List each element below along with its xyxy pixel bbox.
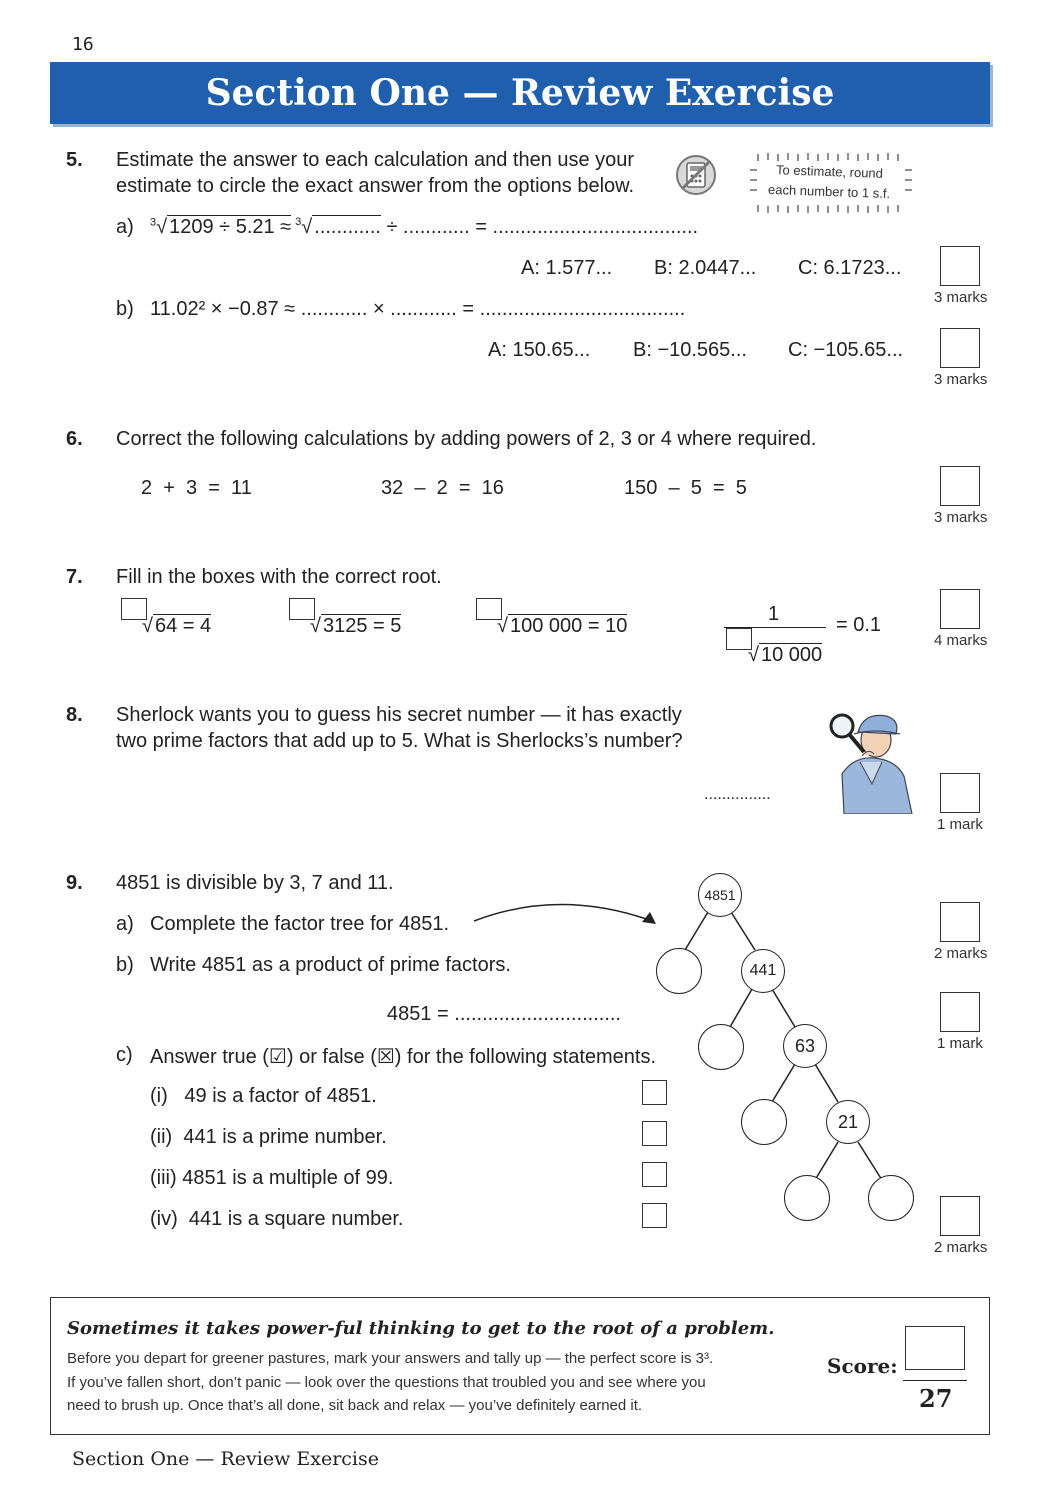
- marks-label-q8: 1 mark: [937, 816, 983, 833]
- q5a-option-c[interactable]: C: 6.1723...: [798, 257, 902, 279]
- question-5-number: 5.: [66, 149, 83, 171]
- q8-answer-field[interactable]: ...............: [704, 786, 771, 803]
- q5a-expression: $^3$√ 1209 ÷ 5.21 ≈ $^3$√ ............ ÷ ............ = .....................................: [150, 216, 699, 238]
- summary-box: [50, 1297, 990, 1435]
- q9-part-c-text: Answer true (☑) or false (☒) for the following statements.: [150, 1046, 657, 1068]
- q5b-expr: 11.02² × −0.87 ≈: [150, 298, 296, 320]
- tree-node-21: 21: [826, 1100, 870, 1144]
- q7-fraction-denominator: √ 10 000: [748, 644, 823, 666]
- marks-label-q9a: 2 marks: [934, 945, 988, 962]
- tip-line1: To estimate, round: [775, 162, 884, 181]
- summary-line-1: Before you depart for greener pastures, mark your answers and tally up — the perfect score is 3³.: [67, 1350, 714, 1367]
- question-7-number: 7.: [66, 566, 83, 588]
- q9-statement-3: (iii) 4851 is a multiple of 99.: [150, 1167, 394, 1189]
- q5b-option-c[interactable]: C: −105.65...: [788, 339, 904, 361]
- part-a-label: a): [116, 216, 134, 238]
- question-8-text-line2: two prime factors that add up to 5. What is Sherlocks’s number?: [116, 730, 683, 752]
- q9-statement-4: (iv) 441 is a square number.: [150, 1208, 404, 1230]
- q9-part-c-label: c): [116, 1044, 133, 1066]
- score-divider: [903, 1380, 967, 1381]
- marks-label-q5b: 3 marks: [934, 371, 988, 388]
- footer-section-title: Section One — Review Exercise: [72, 1448, 379, 1470]
- q9-part-b-text: Write 4851 as a product of prime factors.: [150, 954, 511, 976]
- tree-node-blank-5[interactable]: [868, 1175, 914, 1221]
- marks-label-q7: 4 marks: [934, 632, 988, 649]
- q7-item-1: √ 64 = 4: [142, 615, 212, 637]
- q7-item-2: √ 3125 = 5: [310, 615, 402, 637]
- summary-heading: Sometimes it takes power-ful thinking to get to the root of a problem.: [67, 1318, 775, 1339]
- marks-label-q6: 3 marks: [934, 509, 988, 526]
- tree-node-blank-2[interactable]: [698, 1024, 744, 1070]
- question-9-number: 9.: [66, 872, 83, 894]
- marks-label-q9b: 1 mark: [937, 1035, 983, 1052]
- question-5-text-line2: estimate to circle the exact answer from the options below.: [116, 175, 635, 197]
- question-8-number: 8.: [66, 704, 83, 726]
- q7-item-3: √ 100 000 = 10: [497, 615, 628, 637]
- part-b-label: b): [116, 298, 134, 320]
- page-number: 16: [72, 34, 94, 55]
- question-6-text: Correct the following calculations by adding powers of 2, 3 or 4 where required.: [116, 428, 817, 450]
- q9-part-a-text: Complete the factor tree for 4851.: [150, 913, 450, 935]
- q5b-expression: 11.02² × −0.87 ≈ ............ × ............ = .....................................: [150, 298, 686, 320]
- tree-node-blank-3[interactable]: [741, 1099, 787, 1145]
- q5b-option-b[interactable]: B: −10.565...: [633, 339, 747, 361]
- q5b-option-a[interactable]: A: 150.65...: [488, 339, 591, 361]
- score-total: 27: [919, 1384, 953, 1413]
- tip-line2: each number to 1 s.f.: [767, 181, 891, 202]
- q6-calc-3: 150 – 5 = 5: [624, 477, 747, 499]
- summary-line-2: If you’ve fallen short, don’t panic — look over the questions that troubled you and see where you: [67, 1374, 706, 1391]
- marks-label-q9c: 2 marks: [934, 1239, 988, 1256]
- q9-part-b-label: b): [116, 954, 134, 976]
- q5a-root-index: 3: [150, 216, 157, 229]
- q9-part-b-answer[interactable]: 4851 = ..............................: [387, 1003, 621, 1025]
- q7-fraction-numerator: 1: [768, 603, 780, 625]
- q5a-option-a[interactable]: A: 1.577...: [521, 257, 613, 279]
- score-label: Score:: [827, 1354, 898, 1378]
- marks-label-q5a: 3 marks: [934, 289, 988, 306]
- q7-item-1-text: 64 = 4: [154, 615, 212, 637]
- marks-box-q9b[interactable]: [940, 992, 980, 1032]
- question-9-intro: 4851 is divisible by 3, 7 and 11.: [116, 872, 394, 894]
- q9-statement-1: (i) 49 is a factor of 4851.: [150, 1085, 377, 1107]
- question-7-text: Fill in the boxes with the correct root.: [116, 566, 442, 588]
- question-5-text-line1: Estimate the answer to each calculation and then use your: [116, 149, 635, 171]
- q7-item-3-text: 100 000 = 10: [509, 615, 628, 637]
- marks-box-q9a[interactable]: [940, 902, 980, 942]
- q6-calc-2: 32 – 2 = 16: [381, 477, 504, 499]
- question-6-number: 6.: [66, 428, 83, 450]
- q5a-option-b[interactable]: B: 2.0447...: [654, 257, 757, 279]
- q9-part-a-label: a): [116, 913, 134, 935]
- marks-box-q9c[interactable]: [940, 1196, 980, 1236]
- q7-item-2-text: 3125 = 5: [322, 615, 402, 637]
- q6-calc-1: 2 + 3 = 11: [141, 477, 252, 499]
- tree-node-63: 63: [783, 1024, 827, 1068]
- tree-node-4851: 4851: [698, 873, 742, 917]
- q9-statement-2: (ii) 441 is a prime number.: [150, 1126, 387, 1148]
- summary-line-3: need to brush up. Once that’s all done, sit back and relax — you’ve definitely earned it.: [67, 1397, 643, 1414]
- section-title: Section One — Review Exercise: [205, 72, 835, 114]
- tree-node-blank-4[interactable]: [784, 1175, 830, 1221]
- question-8-text-line1: Sherlock wants you to guess his secret number — it has exactly: [116, 704, 682, 726]
- q7-denominator-text: 10 000: [760, 644, 823, 666]
- score-input-box[interactable]: [905, 1326, 965, 1370]
- tree-node-441: 441: [741, 949, 785, 993]
- q7-fraction-result: = 0.1: [836, 614, 882, 636]
- q5a-radicand: 1209 ÷ 5.21 ≈: [169, 216, 292, 238]
- tree-node-blank-1[interactable]: [656, 948, 702, 994]
